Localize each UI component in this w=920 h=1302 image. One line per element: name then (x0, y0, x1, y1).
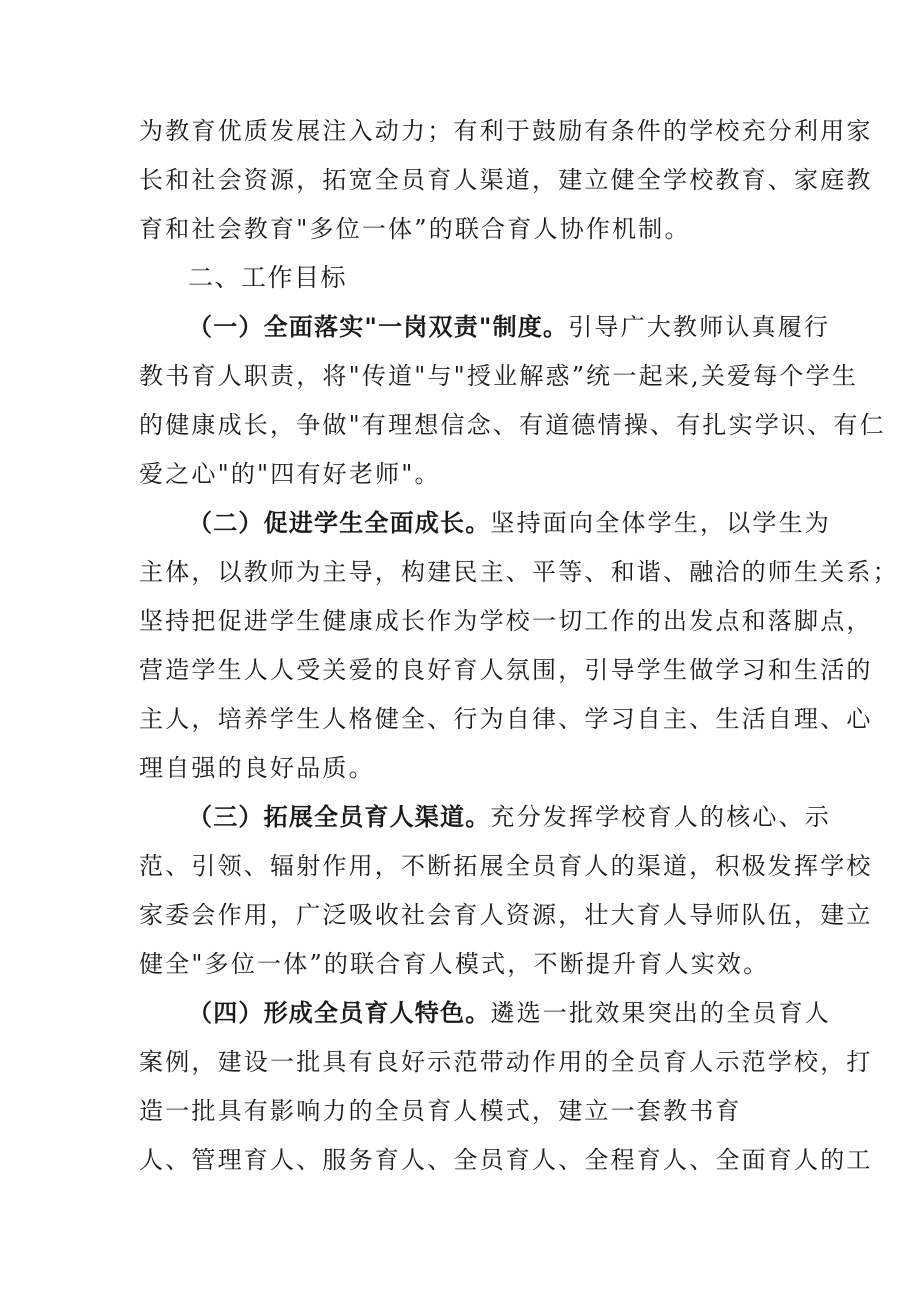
goal-2-line-2: 主体，以教师为主导，构建民主、平等、和谐、融洽的师生关系； (139, 558, 899, 586)
goal-1-first-line-text: 引导广大教师认真履行 (568, 313, 831, 341)
intro-line-2: 长和社会资源，拓宽全员育人渠道，建立健全学校教育、家庭教 (139, 166, 873, 194)
goal-4-first-line-text: 遴选一批效果突出的全员育人 (490, 999, 832, 1027)
goal-1-first-line (188, 312, 848, 342)
goal-3-line-4: 健全"多位一体”的联合育人模式，不断提升育人实效。 (139, 950, 770, 978)
goal-4-line-3: 造一批具有影响力的全员育人模式，建立一套教书育 (139, 1097, 742, 1125)
goal-2-line-3: 坚持把促进学生健康成长作为学校一切工作的出发点和落脚点， (139, 607, 873, 635)
goal-3-line-2: 范、引领、辐射作用，不断拓展全员育人的渠道，积极发挥学校 (139, 852, 873, 880)
intro-line-1: 为教育优质发展注入动力；有利于鼓励有条件的学校充分利用家 (139, 117, 873, 145)
goal-3-title: （三）拓展全员育人渠道。 (188, 803, 491, 831)
goal-2-first-line-text: 坚持面向全体学生，以学生为 (490, 509, 832, 537)
goal-4-title: （四）形成全员育人特色。 (188, 999, 491, 1027)
goal-1-line-4: 爱之心"的"四有好老师"。 (139, 460, 441, 488)
goal-2-title: （二）促进学生全面成长。 (188, 509, 491, 537)
goal-4-line-2: 案例，建设一批具有良好示范带动作用的全员育人示范学校，打 (139, 1048, 873, 1076)
goal-1-title: （一）全面落实"一岗双责"制度。 (188, 313, 569, 341)
goal-2-line-6: 理自强的良好品质。 (139, 754, 375, 782)
goal-3-line-3: 家委会作用，广泛吸收社会育人资源，壮大育人导师队伍，建立 (139, 901, 873, 929)
intro-line-3: 育和社会教育"多位一体”的联合育人协作机制。 (139, 215, 691, 243)
goal-4-line-4: 人、管理育人、服务育人、全员育人、全程育人、全面育人的工 (139, 1146, 873, 1174)
goal-2-line-5: 主人，培养学生人格健全、行为自律、学习自主、生活自理、心 (139, 705, 873, 733)
goal-4-first-line (188, 998, 848, 1028)
goal-2-line-4: 营造学生人人受关爱的良好育人氛围，引导学生做学习和生活的 (139, 656, 873, 684)
goal-2-first-line (188, 508, 848, 538)
goal-1-line-2: 教书育人职责，将"传道"与"授业解惑”统一起来,关爱每个学生 (139, 362, 859, 390)
goal-3-first-line-text: 充分发挥学校育人的核心、示 (490, 803, 832, 831)
section-heading: 二、工作目标 (188, 263, 348, 292)
goal-1-line-3: 的健康成长，争做"有理想信念、有道德情操、有扎实学识、有仁 (139, 411, 886, 439)
goal-3-first-line (188, 802, 848, 832)
